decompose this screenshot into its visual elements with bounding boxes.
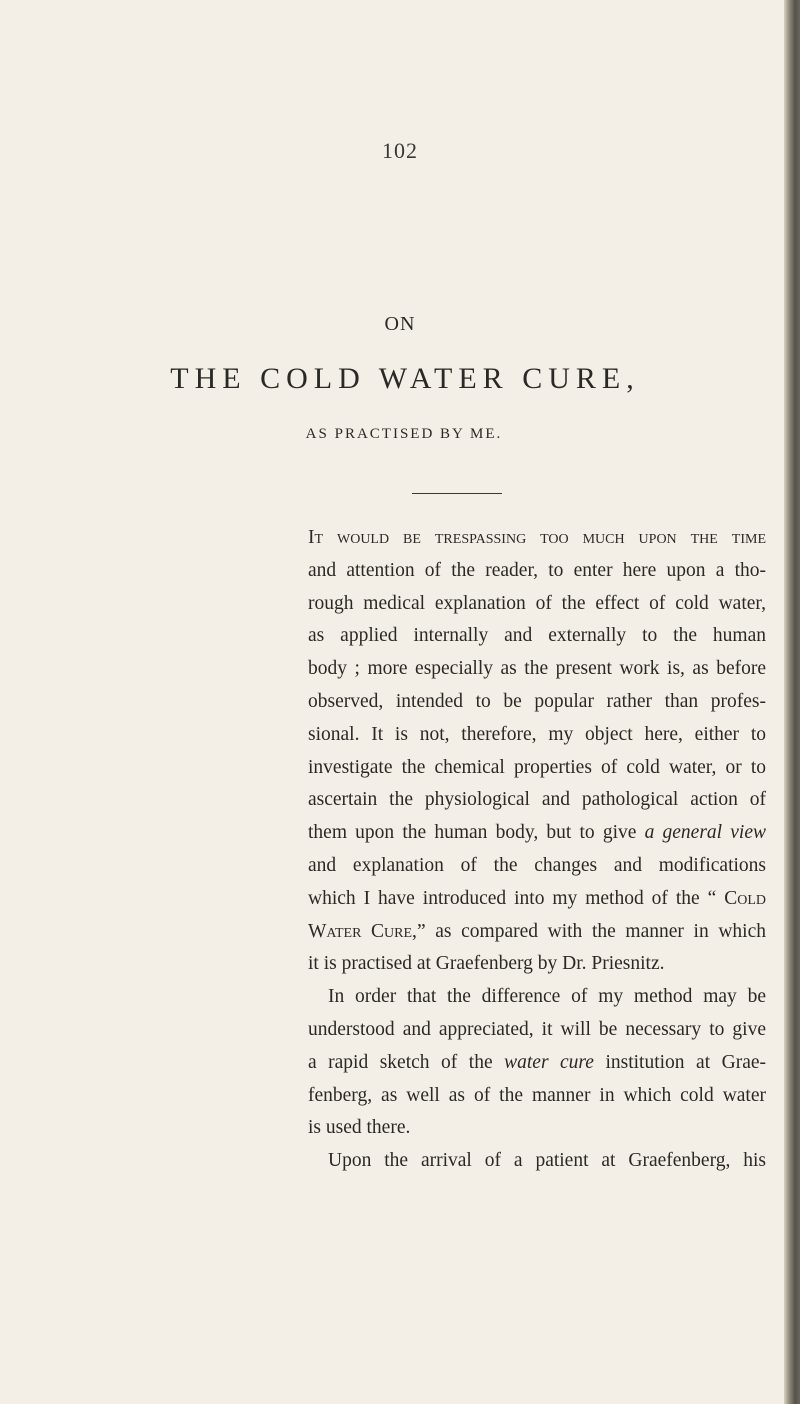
- text-line: [308, 916, 766, 949]
- text-segment: which I have introduced into my method of the “: [308, 887, 725, 909]
- paragraph-3: [308, 1145, 766, 1178]
- text-line: [308, 817, 766, 850]
- text-line: is used there.: [308, 1117, 411, 1139]
- text-line: understood and appreciated, it will be necessary to give: [308, 1018, 766, 1040]
- text-line: investigate the chemical properties of cold water, or to: [308, 756, 766, 778]
- small-caps-phrase: Water Cure,: [308, 920, 417, 942]
- text-segment: them upon the human body, but to give: [308, 822, 645, 844]
- italic-phrase: a general view: [644, 822, 766, 844]
- text-line: and explanation of the changes and modifications: [308, 854, 766, 876]
- paragraph-2: [308, 981, 766, 1145]
- text-line: In order that the difference of my method may be: [328, 986, 766, 1008]
- page-number: 102: [382, 138, 418, 163]
- chapter-title: THE COLD WATER CURE,: [170, 362, 640, 395]
- section-divider: [412, 493, 502, 494]
- text-line: body ; more especially as the present work is, as before: [308, 658, 766, 680]
- text-segment: a rapid sketch of the: [308, 1051, 505, 1073]
- text-line: It would be trespassing too much upon the time: [308, 527, 766, 548]
- text-line: observed, intended to be popular rather than profes-: [308, 690, 766, 712]
- body-text: [308, 522, 766, 1178]
- text-line: and attention of the reader, to enter here upon a tho-: [308, 559, 766, 581]
- text-segment: ” as compared with the manner in which: [416, 920, 766, 942]
- chapter-heading-prefix: ON: [384, 313, 416, 335]
- chapter-subtitle: AS PRACTISED BY ME.: [305, 426, 503, 442]
- book-spine-edge: [784, 0, 800, 1404]
- paragraph-1: [308, 522, 766, 981]
- italic-phrase: water cure: [504, 1051, 594, 1073]
- text-line: [308, 883, 766, 916]
- text-segment: institution at Grae-: [593, 1051, 766, 1073]
- text-line: [308, 1047, 766, 1080]
- text-line: it is practised at Graefenberg by Dr. Priesnitz.: [308, 953, 665, 975]
- text-line: as applied internally and externally to the human: [308, 625, 766, 647]
- text-line: fenberg, as well as of the manner in which cold water: [308, 1084, 766, 1106]
- text-line: Upon the arrival of a patient at Graefenberg, his: [328, 1150, 766, 1172]
- text-line: ascertain the physiological and pathological action of: [308, 789, 766, 811]
- text-line: sional. It is not, therefore, my object here, either to: [308, 723, 766, 745]
- small-caps-phrase: Cold: [724, 887, 766, 909]
- text-line: rough medical explanation of the effect of cold water,: [308, 592, 766, 614]
